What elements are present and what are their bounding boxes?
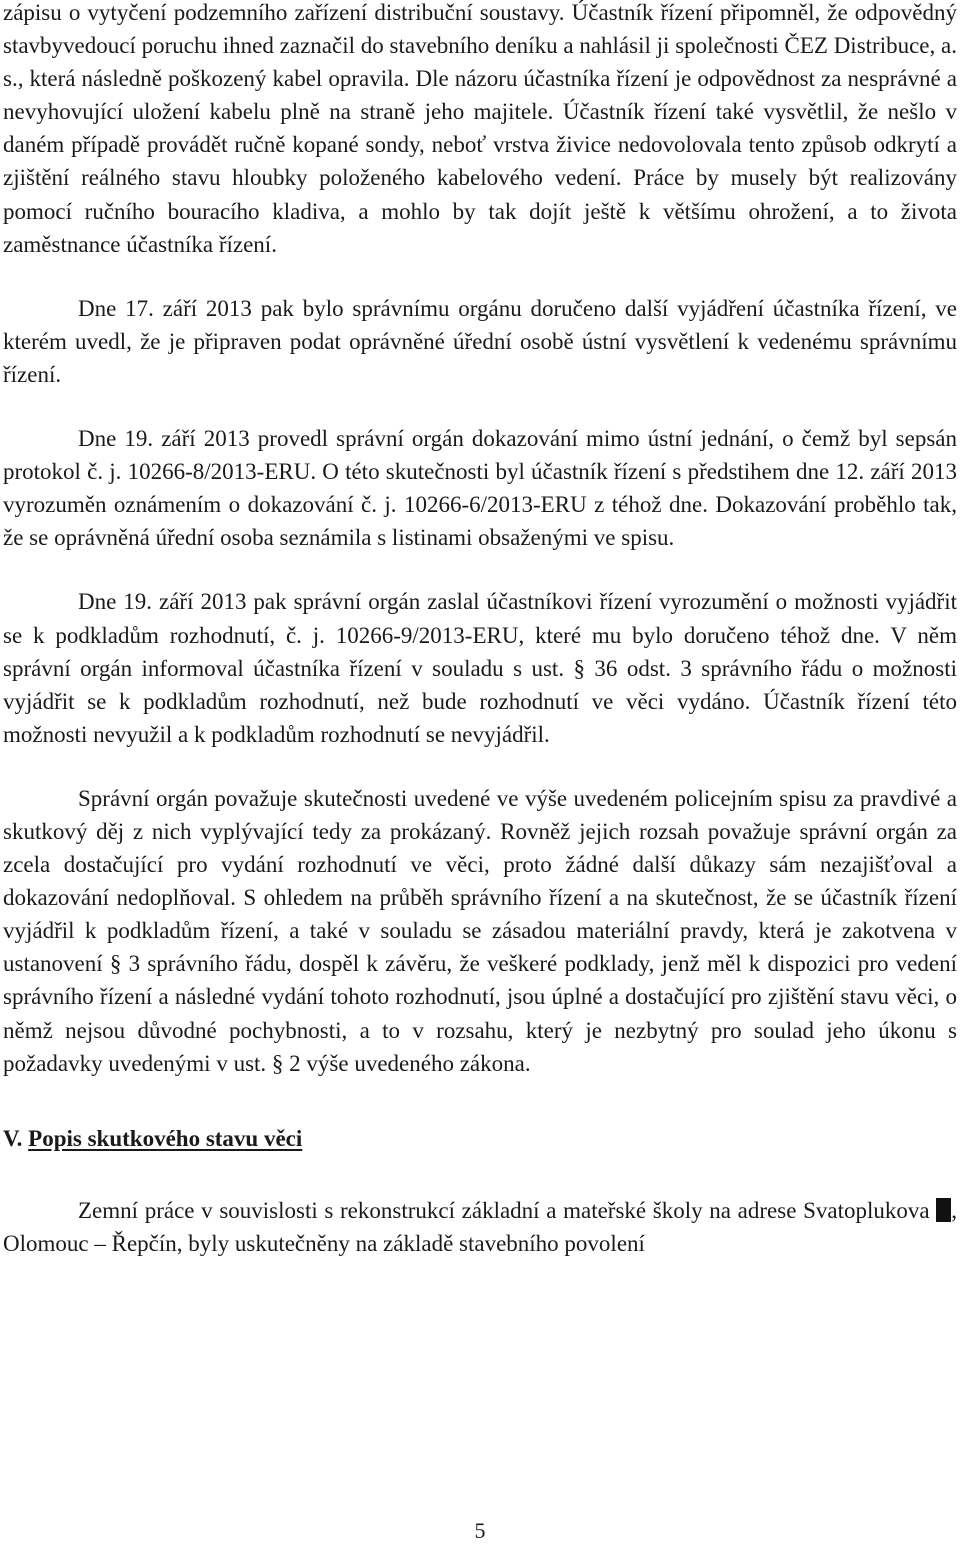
- paragraph-spacer: [3, 554, 957, 585]
- paragraph-spacer: [3, 751, 957, 782]
- paragraph-spacer: [3, 261, 957, 292]
- page-number: 5: [474, 1518, 486, 1543]
- paragraph-statement: Dne 17. září 2013 pak bylo správnímu orgánu doručeno další vyjádření účastníka řízení, ve kterém uvedl, že je připraven podat oprávněné úřední osobě ústní vysvětlení k vedenému správnímu řízení.: [3, 295, 957, 387]
- paragraph-notification: Dne 19. září 2013 pak správní orgán zaslal účastníkovi řízení vyrozumění o možnosti vyjádřit se k podkladům rozhodnutí, č. j. 10266-9/2013-ERU, které mu bylo doručeno téhož dne. V něm správní orgán informoval účastníka řízení v souladu s ust. § 36 odst. 3 správního řádu o možnosti vyjádřit se k podkladům rozhodnutí, než bude rozhodnutí ve věci vydáno. Účastník řízení této možnosti nevyužil a k podkladům rozhodnutí se nevyjádřil.: [3, 589, 957, 747]
- paragraph-evidence: Dne 19. září 2013 provedl správní orgán dokazování mimo ústní jednání, o čemž byl sepsán protokol č. j. 10266-8/2013-ERU. O této skutečnosti byl účastník řízení s předstihem dne 12. září 2013 vyrozuměn oznámením o dokazování č. j. 10266-6/2013-ERU z téhož dne. Dokazování proběhlo tak, že se oprávněná úřední osoba seznámila s listinami obsaženými ve spisu.: [3, 426, 957, 551]
- document-page: [3, 0, 957, 1260]
- paragraph-text: Zemní práce v souvislosti s rekonstrukcí základní a mateřské školy na adrese Svatoplukova: [78, 1197, 937, 1223]
- section-number: V.: [3, 1125, 23, 1151]
- section-heading: [3, 1122, 957, 1155]
- paragraph-assessment: Správní orgán považuje skutečnosti uvedené ve výše uvedeném policejním spisu za pravdivé a skutkový děj z nich vyplývající tedy za prokázaný. Rovněž jejich rozsah považuje správní orgán za zcela dostačující pro vydání rozhodnutí ve věci, proto žádné další důkazy sám nezajišťoval a dokazování nedoplňoval. S ohledem na průběh správního řízení a na skutečnost, že se účastník řízení vyjádřil k podkladům řízení, a také v souladu se zásadou materiální pravdy, která je zakotvena v ustanovení § 3 správního řádu, dospěl k závěru, že veškeré podklady, jenž měl k dispozici pro vedení správního řízení a následné vydání tohoto rozhodnutí, jsou úplné a dostačující pro zjištění stavu věci, o němž nejsou důvodné pochybnosti, a to v rozsahu, který je nezbytný pro soulad jeho úkonu s požadavky uvedenými v ust. § 2 výše uvedeného zákona.: [3, 785, 957, 1076]
- section-spacer: [3, 1080, 957, 1122]
- paragraph-testimony: zápisu o vytyčení podzemního zařízení distribuční soustavy. Účastník řízení připomněl, že odpovědný stavbyvedoucí poruchu ihned zaznačil do stavebního deníku a nahlásil ji společnosti ČEZ Distribuce, a. s., která následně poškozený kabel opravila. Dle názoru účastníka řízení je odpovědnost za nesprávné a nevyhovující uložení kabelu plně na straně jeho majitele. Účastník řízení také vysvětlil, že nešlo v daném případě provádět ručně kopané sondy, neboť vrstva živice nedovolovala tento způsob odkrytí a zjištění reálného stavu hloubky položeného kabelového vedení. Práce by musely být realizovány pomocí ručního bouracího kladiva, a mohlo by tak dojít ještě k většímu ohrožení, a to života zaměstnance účastníka řízení.: [3, 0, 957, 257]
- paragraph-text: , Olomouc – Řepčín, byly uskutečněny na základě stavebního povolení: [3, 1197, 957, 1256]
- paragraph-construction: [3, 1194, 957, 1260]
- paragraph-spacer: [3, 391, 957, 422]
- redaction-block: [936, 1198, 951, 1222]
- section-spacer: [3, 1155, 957, 1194]
- section-title: Popis skutkového stavu věci: [28, 1125, 303, 1151]
